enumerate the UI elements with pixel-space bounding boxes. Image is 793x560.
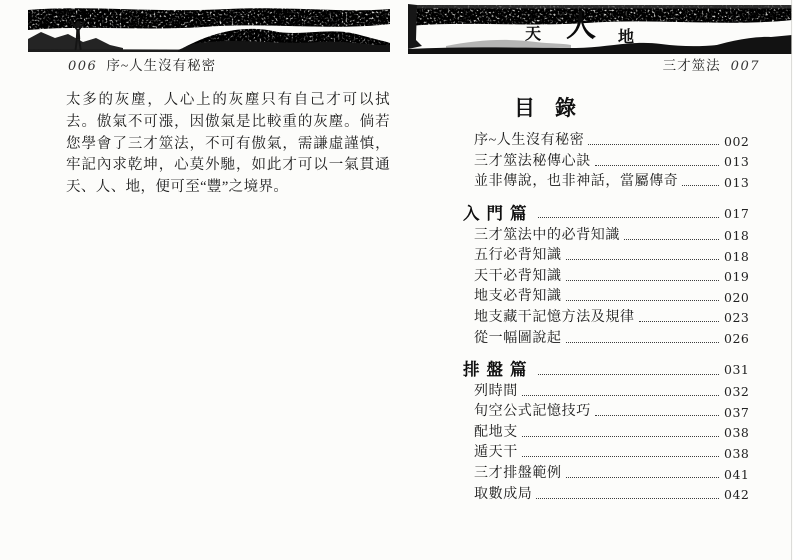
toc-entry-label: 取數成局 — [474, 486, 533, 502]
toc-entry-page: 013 — [724, 174, 750, 190]
toc-entry-page: 038 — [724, 445, 750, 461]
toc-row — [462, 223, 753, 244]
ground-line — [28, 49, 198, 52]
toc-leader-dots — [566, 248, 719, 260]
toc-entry-label: 三才排盤範例 — [474, 466, 562, 482]
toc-leader-dots — [536, 487, 719, 499]
toc-leader-dots — [682, 175, 719, 187]
right-page — [400, 0, 793, 560]
toc-entry-label: 入門篇 — [463, 203, 534, 223]
toc-entry-label: 旬空公式記憶技巧 — [474, 404, 591, 420]
toc-leader-dots — [522, 425, 719, 437]
toc-row — [462, 150, 753, 171]
right-page-number: 007 — [730, 59, 760, 74]
toc-row — [462, 306, 753, 327]
toc-entry-page: 018 — [724, 228, 750, 244]
left-header-title: 序~人生沒有秘密 — [106, 58, 217, 73]
landscape-art-right — [406, 2, 792, 58]
toc-entry-label: 序~人生沒有秘密 — [474, 133, 585, 149]
toc-row — [462, 379, 753, 400]
toc-entry-label: 天干必背知識 — [474, 268, 562, 284]
toc-row — [462, 400, 753, 421]
toc-row — [462, 356, 753, 379]
toc-row — [462, 264, 753, 285]
toc-entry-label: 從一幅圖說起 — [474, 330, 562, 346]
toc-entry-label: 配地支 — [474, 424, 518, 440]
toc-leader-dots — [538, 205, 720, 218]
toc-row — [462, 200, 753, 223]
toc-row — [462, 421, 753, 442]
toc-entry-page: 020 — [724, 289, 750, 305]
right-running-header — [663, 54, 760, 74]
toc-leader-dots — [639, 310, 719, 322]
toc-row — [462, 482, 753, 503]
top-edge — [408, 5, 792, 9]
toc-leader-dots — [538, 361, 720, 374]
toc-entry-page: 038 — [724, 425, 750, 441]
toc-entry-page: 031 — [724, 362, 750, 378]
toc-entry-page: 019 — [724, 269, 750, 285]
left-page-number: 006 — [68, 59, 98, 74]
toc-list — [462, 129, 753, 503]
toc-entry-page: 018 — [724, 248, 750, 264]
toc-leader-dots — [595, 404, 719, 416]
toc-entry-label: 三才筮法中的必背知識 — [474, 227, 620, 243]
right-header-title: 三才筮法 — [662, 58, 721, 73]
toc-leader-dots — [566, 289, 719, 301]
foothills — [446, 40, 571, 48]
landscape-art-left — [28, 4, 390, 52]
toc-entry-label: 列時間 — [474, 383, 518, 399]
toc-entry-page: 013 — [724, 154, 750, 170]
toc-row — [462, 441, 753, 462]
toc-leader-dots — [588, 133, 719, 145]
art-char-di: 地 — [618, 29, 635, 46]
toc-entry-label: 地支藏干記憶方法及規律 — [474, 309, 635, 325]
toc-leader-dots — [522, 445, 719, 457]
preface-paragraph: 太多的灰塵，人心上的灰塵只有自己才可以拭去。傲氣不可漲，因傲氣是比較重的灰塵。倘若您學會了三才筮法，不可有傲氣，需謙虛謹慎，牢記內求乾坤，心莫外馳，如此才可以一氣貫通天、人、地，便可至“豐”之境界。 — [66, 92, 390, 196]
toc-entry-label: 三才筮法秘傳心訣 — [474, 153, 591, 169]
toc-row — [462, 326, 753, 347]
toc-entry-page: 037 — [724, 404, 750, 420]
toc-title: 目錄 — [514, 96, 596, 120]
left-running-header — [68, 54, 216, 74]
toc-entry-page: 041 — [724, 466, 750, 482]
sky-grain — [28, 8, 390, 30]
toc-leader-dots — [566, 466, 719, 478]
toc-leader-dots — [624, 228, 719, 240]
toc-entry-page: 032 — [724, 384, 750, 400]
toc-entry-page: 042 — [724, 487, 750, 503]
art-char-tian: 天 — [525, 26, 542, 43]
toc-entry-label: 並非傳說，也非神話，當屬傳奇 — [474, 174, 679, 190]
toc-row — [462, 170, 753, 191]
toc-entry-label: 地支必背知識 — [474, 289, 562, 305]
toc-row — [462, 462, 753, 483]
toc-entry-page: 023 — [724, 310, 750, 326]
toc-entry-label: 遁天干 — [474, 445, 518, 461]
toc-entry-label: 五行必背知識 — [474, 248, 562, 264]
toc-entry-page: 026 — [724, 331, 750, 347]
toc-entry-label: 排盤篇 — [463, 359, 534, 379]
toc-leader-dots — [595, 154, 719, 166]
toc-leader-dots — [566, 331, 719, 343]
art-char-ren: 人 — [566, 10, 596, 43]
toc-entry-page: 017 — [724, 206, 750, 222]
toc-row — [462, 129, 753, 150]
toc-leader-dots — [566, 269, 719, 281]
toc-row — [462, 244, 753, 265]
toc-leader-dots — [522, 384, 719, 396]
toc-row — [462, 285, 753, 306]
toc-entry-page: 002 — [724, 133, 750, 149]
right-mountain — [706, 35, 792, 54]
scan-edge — [791, 0, 792, 560]
